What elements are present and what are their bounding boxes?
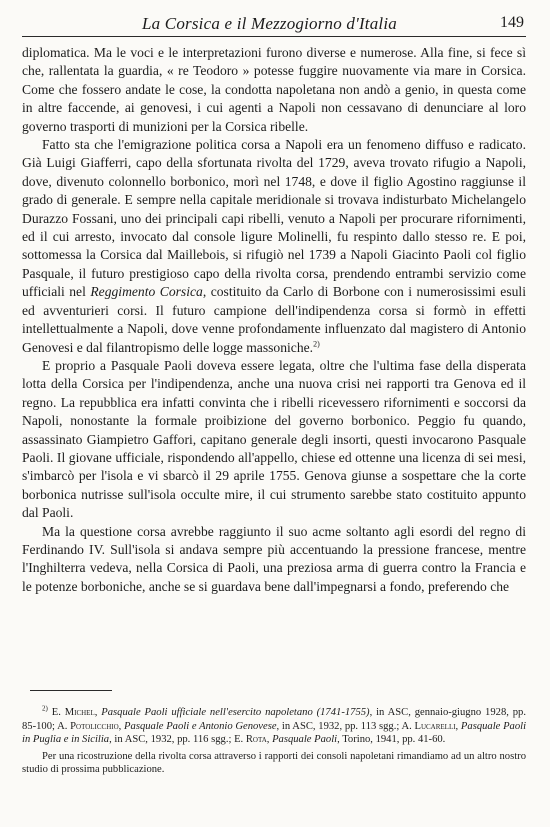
paragraph-1: diplomatica. Ma le voci e le interpretazioni furono diverse e numerose. Alla fine, si fece sì che, rallentata la guardia, « re Teodoro » potesse fuggire nuovamente via mare in Corsica. Come che fossero andate le cose, la condotta napoletana non andò a genio, in questa come in altre faccende, ai genovesi, i cui agenti a Napoli non cessavano di denunciare al loro governo trasporti di munizioni per la Corsica ribelle. [22, 45, 526, 134]
paragraph-2-text-a: Fatto sta che l'emigrazione politica corsa a Napoli era un fenomeno diffuso e radicato. Già Luigi Giafferri, capo della sfortunata rivolta del 1729, aveva trovato rifugio a Napoli, dove, divenuto colonnello borbonico, morì nel 1748, e dove il figlio Agostino raggiunse il grado di generale. E sempre nella capitale meridionale si trovava indisturbato Michelangelo Durazzo Fossani, uno dei principali capi ribelli, venuto a Napoli per procurare rifornimenti, ed il cui arresto, invocato dal console ligure Molinelli, fu respinto dallo stesso re. E poi, sottomessa la Corsica dal Maillebois, si rifugiò nel 1739 a Napoli Giacinto Paoli col figlio Pasquale, il futuro prestigioso capo della rivolta corsa, prendendo entrambi servizio come ufficiali nel [22, 137, 526, 300]
paragraph-2 [22, 136, 526, 357]
footnote-1-title-1: Pasquale Paoli ufficiale nell'esercito napoletano (1741-1755) [101, 707, 370, 718]
footnote-1-title-2: Pasquale Paoli e Antonio Genovese [124, 720, 277, 732]
footnote-1-author-2: Potolicchio [70, 720, 119, 732]
paragraph-4: Ma la questione corsa avrebbe raggiunto il suo acme soltanto agli esordi del regno di Ferdinando IV. Sull'isola si andava sempre più accentuando la pressione francese, mentre l'Inghilterra vedeva, nella Corsica di Paoli, una preziosa arma di guerra contro la Francia e le potenze borboniche, anche se si guardava bene dall'impegnarsi a fondo, preferendo che [22, 523, 526, 594]
footnote-1: $^{2)}$ E. Michel, Pasquale Paoli ufficiale nell'esercito napoletano (1741-1755), in ASC, gennaio-giugno 1928, pp. 85-100; A. Potolicchio, Pasquale Paoli e Antonio Genovese, in ASC, 1932, pp. 113 sgg.; A. Lucarelli, Pasquale Paoli in Puglia e in Sicilia, in ASC, 1932, pp. 116 sgg.; E. Rota, Pasquale Paoli, Torino, 1941, pp. 41-60. [22, 704, 527, 746]
footnote-1-title-4: Pasquale Paoli [272, 734, 338, 746]
footnote-1-ref-2: , in ASC, 1932, pp. 113 sgg.; A. [276, 720, 415, 732]
main-text [22, 44, 526, 596]
paragraph-2-text-b: , costituito da Carlo di Borbone con i numerosissimi esuli ed avventurieri corsi. Il futuro campione dell'indipendenza corsa si formò in effetti intellettualmente a Napoli, dove venne profondamente influenzato dal magistero di Antonio Genovesi e dal filantropismo delle logge massoniche. [22, 284, 526, 355]
footnote-2: Per una ricostruzione della rivolta corsa attraverso i rapporti dei consoli napoletani rimandiamo ad un altro nostro studio di prossima pubblicazione. [22, 750, 526, 776]
regiment-name: Reggimento Corsica [90, 284, 203, 300]
paragraph-3: E proprio a Pasquale Paoli doveva essere legata, oltre che l'ultima fase della disperata lotta della Corsica per l'indipendenza, anche una nuova crisi nei rapporti tra Genova ed il regno. La repubblica era infatti convinta che i ribelli ricevessero rifornimenti e soccorsi da Napoli, nonostante la formale proibizione del governo borbonico. Peggio fu quando, assassinato Giampietro Gaffori, capitano generale degli insorti, questi invocarono Pasquale Paoli. Il giovane ufficiale, rispondendo all'appello, chiese ed ottenne una licenza di sei mesi, s'imbarcò per l'isola e vi sbarcò il 29 aprile 1755. Genova giunse a sospettare che la corte borbonica nutrisse sull'isola occulte mire, il cui strumento sarebbe stato costituito appunto dal Paoli. [22, 357, 526, 521]
footnote-1-ref-1: , in ASC, gennaio-giugno 1928, pp. 85-100; A. [22, 707, 526, 732]
footnote-reference: 2) [313, 338, 320, 348]
footnote-separator [30, 690, 112, 691]
footnote-1-author-1: Michel [64, 707, 95, 718]
footnote-1-author-4: Rota [245, 734, 267, 746]
footnote-1-author-3: Lucarelli [414, 720, 456, 732]
page-number: 149 [500, 14, 524, 31]
footnote-marker: 2) [42, 704, 48, 713]
running-title: La Corsica e il Mezzogiorno d'Italia [142, 14, 397, 33]
footnote-1-author-initial: E. [51, 707, 65, 718]
page-header [22, 8, 526, 37]
footnote-1-title-3: Pasquale Paoli in Puglia e in Sicilia [22, 720, 527, 746]
footnotes [22, 706, 526, 780]
footnote-1-ref-4: , Torino, 1941, pp. 41-60. [337, 734, 446, 746]
footnote-1-ref-3: , in ASC, 1932, pp. 116 sgg.; E. [109, 734, 246, 746]
